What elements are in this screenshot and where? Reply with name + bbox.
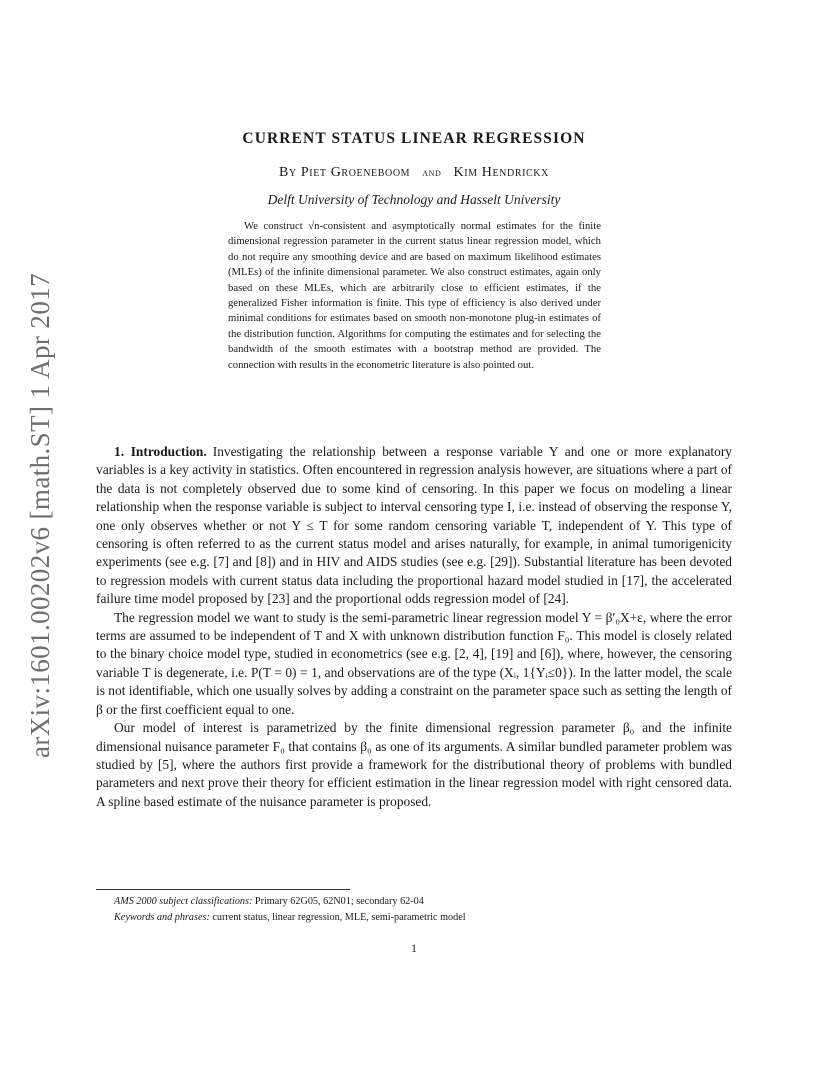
keywords-label: Keywords and phrases: xyxy=(114,911,210,923)
author-line xyxy=(0,165,828,181)
ams-classification xyxy=(114,894,734,910)
arxiv-identifier: arXiv:1601.00202v6 [math.ST] 1 Apr 2017 xyxy=(25,272,56,758)
paragraph-2: The regression model we want to study is the semi-parametric linear regression model Y = β′₀X+ε, where the error terms are assumed to be independent of T and X with unknown distribution function F₀. This model is closely related to the binary choice model type, studied in econometrics (see e.g. [2, 4], [19] and [6]), where, however, the censoring variable T is degenerate, i.e. P(T = 0) = 1, and observations are of the type (Xᵢ, 1{Yᵢ≤0}). In the latter model, the scale is not identifiable, which one usually solves by adding a constraint on the parameter space such as setting the length of β or the first coefficient equal to one. xyxy=(96,609,732,717)
footnotes xyxy=(114,894,734,925)
arxiv-identifier-stamp xyxy=(18,255,64,775)
keywords xyxy=(114,910,734,926)
author-first: By Piet Groeneboom xyxy=(279,165,411,180)
ams-label: AMS 2000 subject classifications: xyxy=(114,896,253,907)
page-number: 1 xyxy=(411,941,417,955)
keywords-text: current status, linear regression, MLE, semi-parametric model xyxy=(212,911,466,923)
paper-title: CURRENT STATUS LINEAR REGRESSION xyxy=(242,130,586,147)
author-second: Kim Hendrickx xyxy=(453,165,549,180)
paragraph-1-text: Investigating the relationship between a response variable Y and one or more explanatory variables is a key activity in statistics. Often encountered in regression analysis however, are situations where a part of the data is not completely observed due to some kind of censoring. In this paper we focus on modeling a linear relationship when the response variable is subject to interval censoring type I, i.e. instead of observing the response Y, one only observes whether or not Y ≤ T for some random censoring variable T, independent of Y. This type of censoring is often referred to as the current status model and arises naturally, for example, in animal tumorigenicity experiments (see e.g. [7] and [8]) and in HIV and AIDS studies (see e.g. [29]). Substantial literature has been devoted to regression models with current status data including the proportional hazard model studied in [17], the accelerated failure time model proposed by [23] and the proportional odds regression model of [24]. xyxy=(96,444,732,607)
author-separator: and xyxy=(422,165,442,179)
affiliation: Delft University of Technology and Hasselt University xyxy=(267,192,561,207)
footnote-divider xyxy=(96,889,350,890)
introduction-section xyxy=(96,443,732,811)
abstract: We construct √n-consistent and asymptotically normal estimates for the finite dimensional regression parameter in the current status linear regression model, which do not require any smoothing device and are based on maximum likelihood estimates (MLEs) of the infinite dimensional parameter. We also construct estimates, again only based on these MLEs, which are arbitrarily close to efficient estimates, if the generalized Fisher information is finite. This type of efficiency is also derived under minimal conditions for estimates based on smooth non-monotone plug-in estimates of the distribution function. Algorithms for computing the estimates and for selecting the bandwidth of the smooth estimates with a bootstrap method are provided. The connection with results in the econometric literature is also pointed out. xyxy=(228,220,601,371)
ams-text: Primary 62G05, 62N01; secondary 62-04 xyxy=(254,896,424,907)
paragraph-1 xyxy=(96,443,732,609)
section-heading: 1. Introduction. xyxy=(114,444,207,459)
paragraph-3: Our model of interest is parametrized by the finite dimensional regression parameter β₀ and the infinite dimensional nuisance parameter F₀ that contains β₀ as one of its arguments. A similar bundled parameter problem was studied by [5], where the authors first provide a framework for the distributional theory of problems with bundled parameters and next prove their theory for efficient estimation in the linear regression model with right censored data. A spline based estimate of the nuisance parameter is proposed. xyxy=(96,720,732,809)
